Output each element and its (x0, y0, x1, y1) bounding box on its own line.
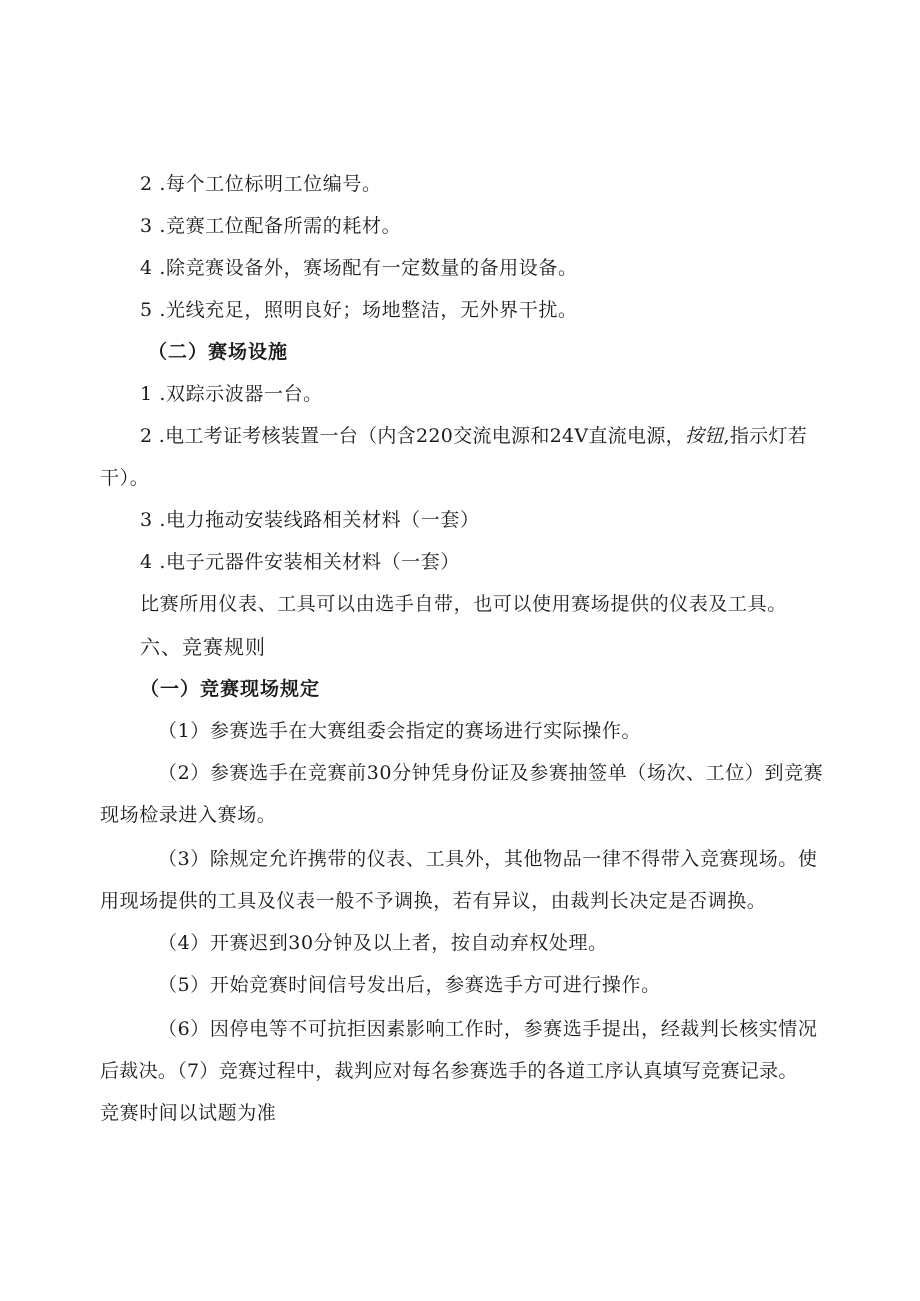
rule-6-line-1: （6）因停电等不可抗拒因素影响工作时，参赛选手提出，经裁判长核实情况 (158, 1018, 818, 1040)
facility-item-indicator-text: ,指示灯若 (723, 425, 808, 447)
rule-4: （4）开赛迟到30分钟及以上者，按自动弃权处理。 (158, 932, 608, 954)
list-item-lighting: 5 .光线充足，照明良好；场地整洁，无外界干扰。 (140, 299, 578, 321)
rule-6-7-line-2: 后裁决。（7）竞赛过程中，裁判应对每名参赛选手的各道工序认真填写竞赛记录。 (100, 1060, 798, 1082)
rule-7-line-3: 竞赛时间以试题为准 (100, 1102, 277, 1124)
facility-item-assessment-device-text: 2 .电工考证考核装置一台（内含220交流电源和24V直流电源， (140, 425, 685, 447)
rule-3-line-2: 用现场提供的工具及仪表一般不予调换，若有异议，由裁判长决定是否调换。 (100, 890, 767, 912)
facility-item-drag-materials: 3 .电力拖动安装线路相关材料（一套） (140, 509, 480, 531)
facility-item-electronic-materials: 4 .电子元器件安装相关材料（一套） (140, 551, 460, 573)
facility-item-oscilloscope: 1 .双踪示波器一台。 (140, 383, 323, 405)
facility-note-tools: 比赛所用仪表、工具可以由选手自带，也可以使用赛场提供的仪表及工具。 (140, 593, 787, 615)
list-item-consumables: 3 .竞赛工位配备所需的耗材。 (140, 215, 402, 237)
facility-item-assessment-device-cont: 干）。 (100, 467, 150, 489)
section-heading-venue-facilities: （二）赛场设施 (148, 341, 289, 363)
facility-item-button-word: 按钮 (684, 425, 724, 447)
chapter-heading-competition-rules: 六、竞赛规则 (140, 635, 266, 659)
rule-1: （1）参赛选手在大赛组委会指定的赛场进行实际操作。 (158, 720, 642, 742)
rule-2-line-2: 现场检录进入赛场。 (100, 804, 277, 826)
rule-3-line-1: （3）除规定允许携带的仪表、工具外，其他物品一律不得带入竞赛现场。使 (158, 848, 818, 870)
section-heading-venue-regulations: （一）竞赛现场规定 (140, 678, 321, 700)
rule-5: （5）开始竞赛时间信号发出后，参赛选手方可进行操作。 (158, 974, 661, 996)
facility-item-assessment-device (0, 423, 920, 449)
list-item-backup-equipment: 4 .除竞赛设备外，赛场配有一定数量的备用设备。 (140, 257, 578, 279)
rule-2-line-1: （2）参赛选手在竞赛前30分钟凭身份证及参赛抽签单（场次、工位）到竞赛 (158, 762, 824, 784)
list-item-workstation-number: 2 .每个工位标明工位编号。 (140, 173, 382, 195)
